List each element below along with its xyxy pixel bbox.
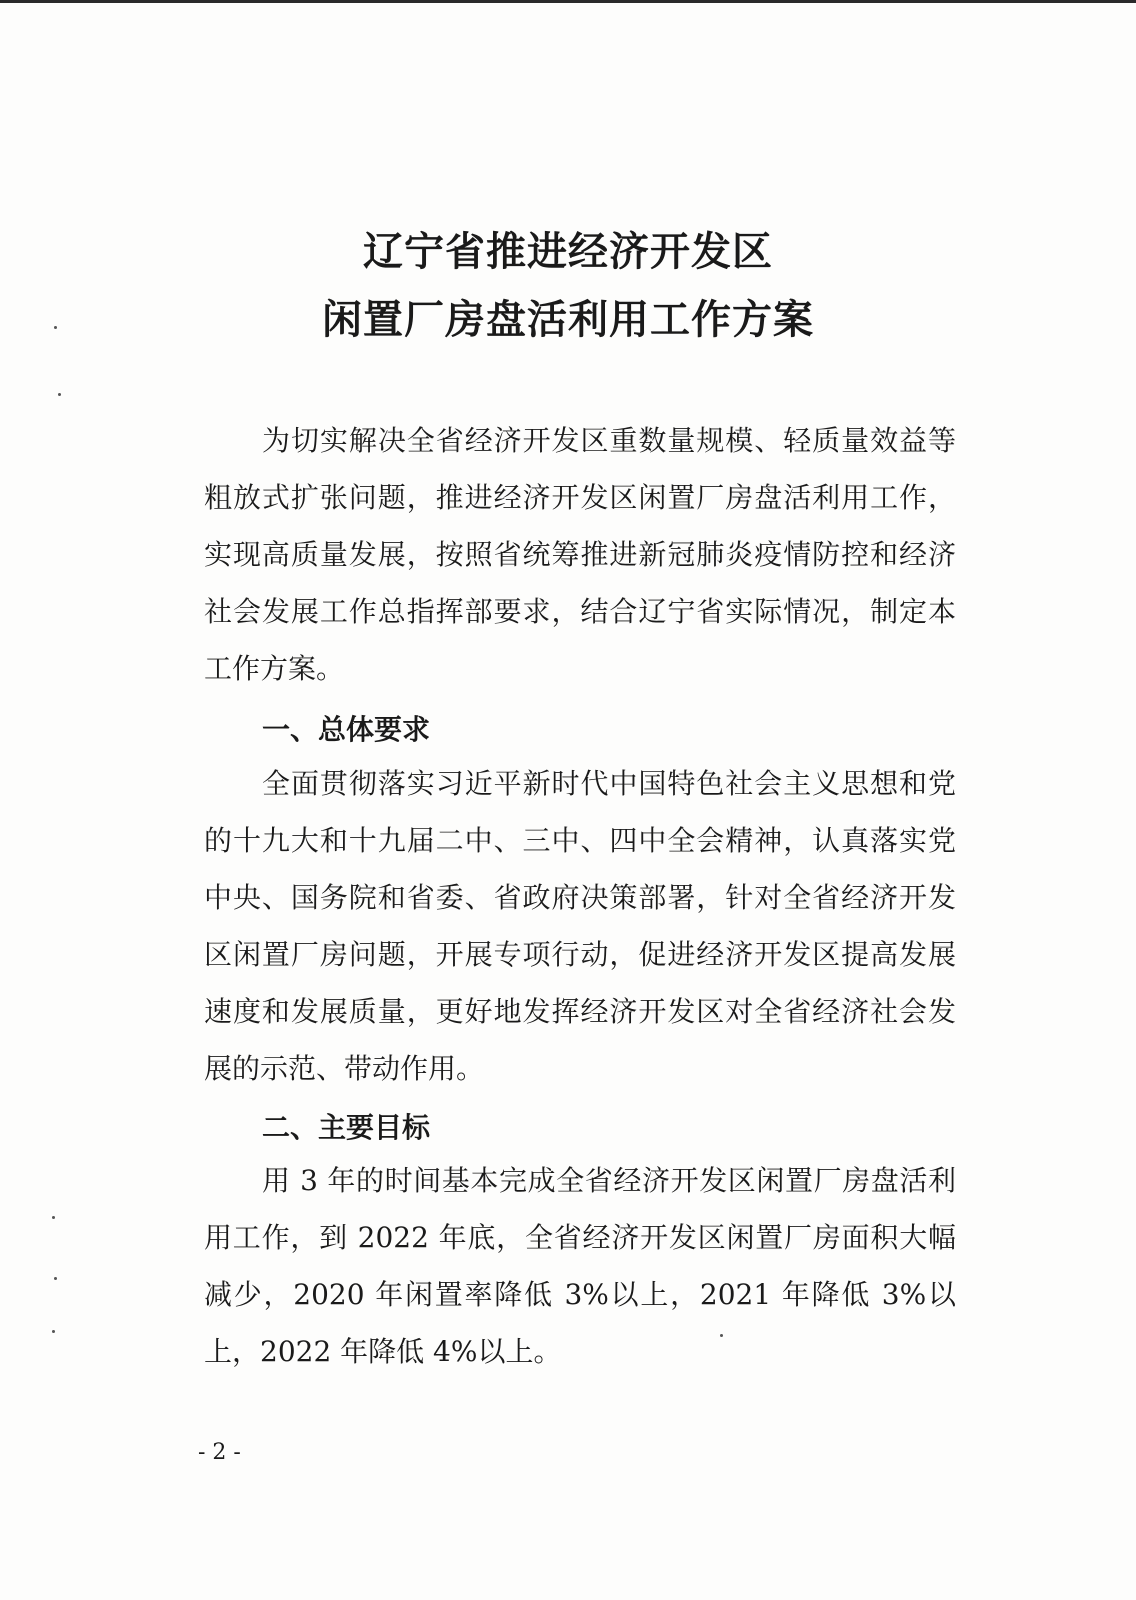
scan-speck <box>54 1277 57 1280</box>
intro-paragraph: 为切实解决全省经济开发区重数量规模、轻质量效益等粗放式扩张问题，推进经济开发区闲置厂房盘活利用工作，实现高质量发展，按照省统筹推进新冠肺炎疫情防控和经济社会发展工作总指挥部要求，结合辽宁省实际情况，制定本工作方案。 <box>204 424 956 685</box>
scan-top-edge <box>0 0 1136 3</box>
document-title-line-2: 闲置厂房盘活利用工作方案 <box>322 296 814 343</box>
scan-speck <box>52 1216 55 1219</box>
scan-speck <box>52 1330 55 1333</box>
page-number: - 2 - <box>198 1440 241 1465</box>
scan-speck <box>54 326 57 329</box>
section-1-paragraph: 全面贯彻落实习近平新时代中国特色社会主义思想和党的十九大和十九届二中、三中、四中全会精神，认真落实党中央、国务院和省委、省政府决策部署，针对全省经济开发区闲置厂房问题，开展专项行动，促进经济开发区提高发展速度和发展质量，更好地发挥经济开发区对全省经济社会发展的示范、带动作用。 <box>204 767 956 1085</box>
document-title-line-1: 辽宁省推进经济开发区 <box>363 228 773 275</box>
scan-speck <box>720 1334 723 1337</box>
section-2-paragraph: 用 3 年的时间基本完成全省经济开发区闲置厂房盘活利用工作，到 2022 年底，全省经济开发区闲置厂房面积大幅减少，2020 年闲置率降低 3%以上，2021 年降低 3%以上，2022 年降低 4%以上。 <box>204 1164 956 1368</box>
scan-speck <box>58 393 61 396</box>
section-2-heading: 二、主要目标 <box>262 1111 431 1144</box>
section-1-heading: 一、总体要求 <box>262 713 431 746</box>
